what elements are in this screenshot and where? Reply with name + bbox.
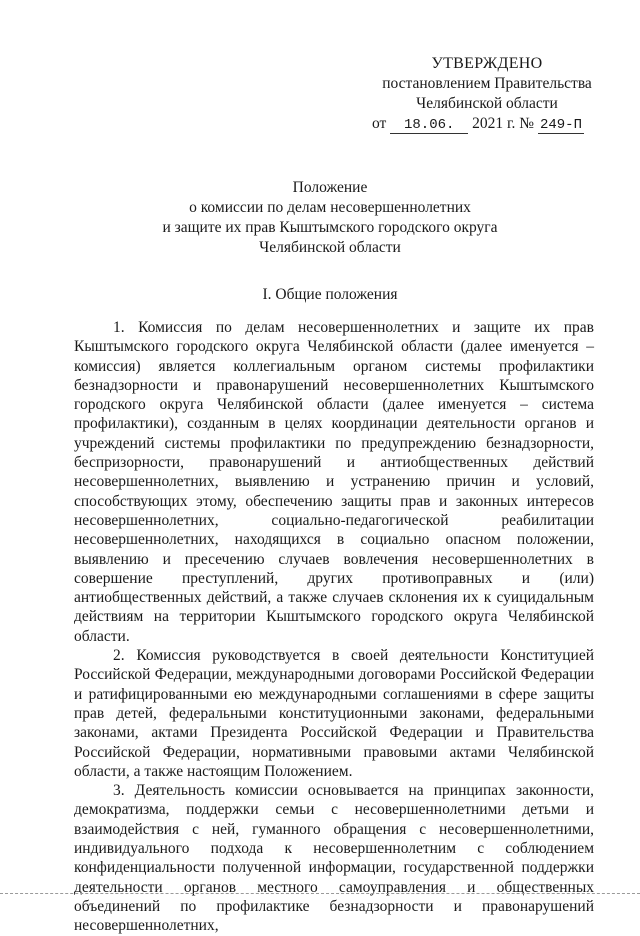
paragraph-3: 3. Деятельность комиссии основывается на принципах законности, демократизма, поддержки семьи с несовершеннолетними детьми и взаимодействия с ней, гуманного обращения с несовершеннолетними, индивидуального подхода к несовершеннолетним с соблюдением конфиденциальности полученной информации, государственной поддержки деятельности органов местного самоуправления и общественных объединений по профилактике безнадзорности и правонарушений несовершеннолетних, [74,782,594,935]
approval-line-1: постановлением Правительства [382,75,592,92]
approval-line-2: Челябинской области [416,95,558,112]
handwritten-number: 249-П [539,117,582,133]
title-line-1: Положение [292,179,368,196]
approval-date-line [372,114,602,134]
section-heading: I. Общие положения [262,286,398,303]
title-line-2: о комиссии по делам несовершеннолетних [189,199,471,216]
title-line-4: Челябинской области [259,239,401,256]
from-label: от [372,115,387,132]
document-body [74,318,594,936]
paragraph-2: 2. Комиссия руководствуется в своей деятельности Конституцией Российской Федерации, международными договорами Российской Федерации и ратифицированными ею международными соглашениями в сфере защиты прав детей, федеральными конституционными законами, федеральными законами, актами Президента Российской Федерации и Правительства Российской Федерации, нормативными правовыми актами Челябинской области, а также настоящим Положением. [74,647,594,780]
approval-title: УТВЕРЖДЕНО [431,55,543,72]
document-title [120,178,540,258]
approval-stamp [372,54,602,134]
page-bottom-divider [0,893,640,894]
paragraph-1: 1. Комиссия по делам несовершеннолетних и защите их прав Кыштымского городского округа Челябинской области (далее именуется – комиссия) является коллегиальным органом системы профилактики безнадзорности и правонарушений несовершеннолетних Кыштымского городского округа Челябинской области (далее именуется – система профилактики), созданным в целях координации деятельности органов и учреждений системы профилактики по предупреждению безнадзорности, беспризорности, правонарушений и антиобщественных действий несовершеннолетних, выявлению и устранению причин и условий, способствующих этому, обеспечению защиты прав и законных интересов несовершеннолетних, социально-педагогической реабилитации несовершеннолетних, находящихся в социально опасном положении, выявлению и пресечению случаев вовлечения несовершеннолетних в совершение преступлений, других противоправных и (или) антиобщественных действий, а также случаев склонения их к суицидальным действиям на территории Кыштымского городского округа Челябинской области. [74,319,594,645]
handwritten-date: 18.06. [390,118,468,134]
title-line-3: и защите их прав Кыштымского городского округа [162,219,498,236]
year-label: 2021 г. № [472,115,535,132]
